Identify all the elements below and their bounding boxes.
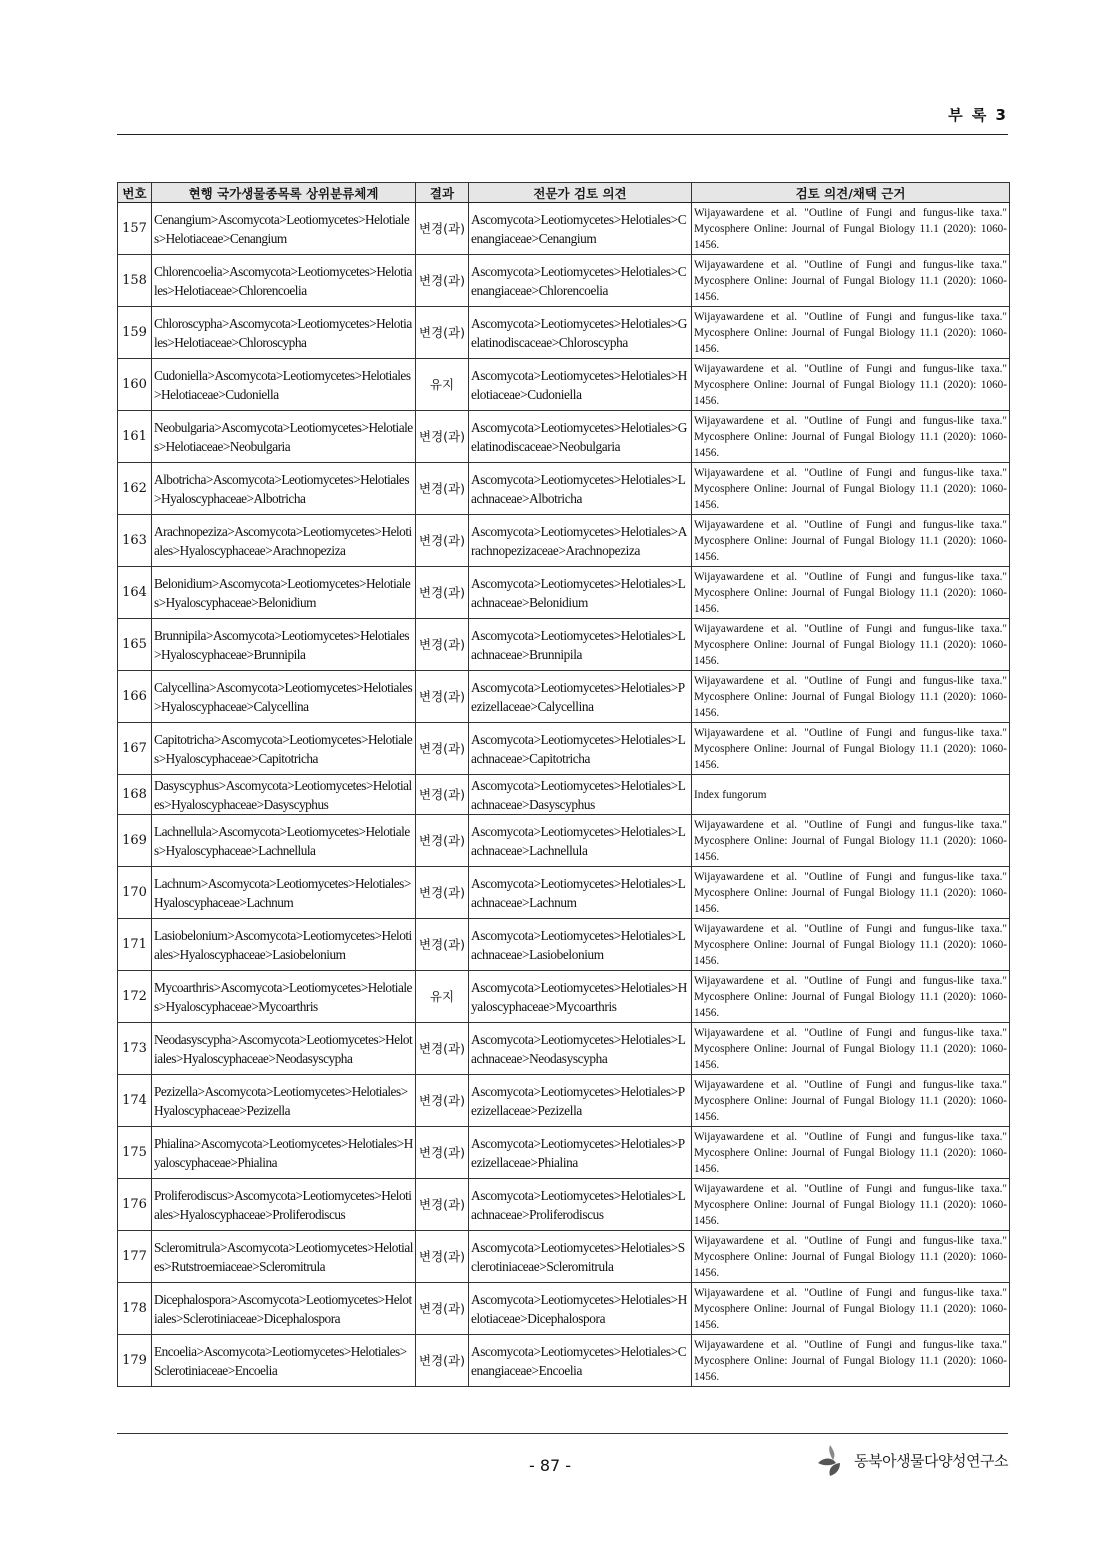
table-row: [118, 203, 1010, 255]
current-classification: Dasyscyphus>Ascomycota>Leotiomycetes>Helotiales>Hyaloscyphaceae>Dasyscyphus: [152, 775, 416, 815]
review-basis: Wijayawardene et al. "Outline of Fungi and fungus-like taxa." Mycosphere Online: Journal of Fungal Biology 11.1 (2020): 1060-1456.: [692, 1335, 1010, 1387]
col-header-expert-opinion: 전문가 검토 의견: [469, 183, 692, 203]
table-header-row: [118, 183, 1010, 203]
table-row: [118, 671, 1010, 723]
header-rule: [117, 134, 1008, 135]
review-basis: Wijayawardene et al. "Outline of Fungi and fungus-like taxa." Mycosphere Online: Journal of Fungal Biology 11.1 (2020): 1060-1456.: [692, 255, 1010, 307]
review-basis: Wijayawardene et al. "Outline of Fungi and fungus-like taxa." Mycosphere Online: Journal of Fungal Biology 11.1 (2020): 1060-1456.: [692, 359, 1010, 411]
review-result: 변경(과): [416, 775, 469, 815]
row-number: 159: [118, 307, 152, 359]
appendix-label: 부 록 3: [948, 106, 1008, 124]
review-result: 변경(과): [416, 567, 469, 619]
table-row: [118, 1283, 1010, 1335]
table-row: [118, 1023, 1010, 1075]
review-basis: Wijayawardene et al. "Outline of Fungi and fungus-like taxa." Mycosphere Online: Journal of Fungal Biology 11.1 (2020): 1060-1456.: [692, 919, 1010, 971]
review-result: 변경(과): [416, 307, 469, 359]
expert-opinion: Ascomycota>Leotiomycetes>Helotiales>Lachnaceae>Brunnipila: [469, 619, 692, 671]
expert-opinion: Ascomycota>Leotiomycetes>Helotiales>Sclerotiniaceae>Scleromitrula: [469, 1231, 692, 1283]
row-number: 161: [118, 411, 152, 463]
review-basis: Wijayawardene et al. "Outline of Fungi and fungus-like taxa." Mycosphere Online: Journal of Fungal Biology 11.1 (2020): 1060-1456.: [692, 1075, 1010, 1127]
review-basis: Wijayawardene et al. "Outline of Fungi and fungus-like taxa." Mycosphere Online: Journal of Fungal Biology 11.1 (2020): 1060-1456.: [692, 619, 1010, 671]
review-basis: Wijayawardene et al. "Outline of Fungi and fungus-like taxa." Mycosphere Online: Journal of Fungal Biology 11.1 (2020): 1060-1456.: [692, 515, 1010, 567]
current-classification: Arachnopeziza>Ascomycota>Leotiomycetes>Helotiales>Hyaloscyphaceae>Arachnopeziza: [152, 515, 416, 567]
current-classification: Neobulgaria>Ascomycota>Leotiomycetes>Helotiales>Helotiaceae>Neobulgaria: [152, 411, 416, 463]
current-classification: Lachnellula>Ascomycota>Leotiomycetes>Helotiales>Hyaloscyphaceae>Lachnellula: [152, 815, 416, 867]
row-number: 166: [118, 671, 152, 723]
expert-opinion: Ascomycota>Leotiomycetes>Helotiales>Pezizellaceae>Pezizella: [469, 1075, 692, 1127]
review-result: 변경(과): [416, 671, 469, 723]
review-result: 변경(과): [416, 867, 469, 919]
review-result: 변경(과): [416, 1179, 469, 1231]
row-number: 172: [118, 971, 152, 1023]
expert-opinion: Ascomycota>Leotiomycetes>Helotiales>Lachnaceae>Albotricha: [469, 463, 692, 515]
table-row: [118, 1231, 1010, 1283]
table-row: [118, 815, 1010, 867]
row-number: 175: [118, 1127, 152, 1179]
review-basis: Wijayawardene et al. "Outline of Fungi and fungus-like taxa." Mycosphere Online: Journal of Fungal Biology 11.1 (2020): 1060-1456.: [692, 1127, 1010, 1179]
row-number: 170: [118, 867, 152, 919]
expert-opinion: Ascomycota>Leotiomycetes>Helotiales>Lachnaceae>Lachnum: [469, 867, 692, 919]
current-classification: Lasiobelonium>Ascomycota>Leotiomycetes>Helotiales>Hyaloscyphaceae>Lasiobelonium: [152, 919, 416, 971]
current-classification: Albotricha>Ascomycota>Leotiomycetes>Helotiales>Hyaloscyphaceae>Albotricha: [152, 463, 416, 515]
org-logo: [816, 1443, 1008, 1477]
table-row: [118, 515, 1010, 567]
table-row: [118, 775, 1010, 815]
current-classification: Calycellina>Ascomycota>Leotiomycetes>Helotiales>Hyaloscyphaceae>Calycellina: [152, 671, 416, 723]
expert-opinion: Ascomycota>Leotiomycetes>Helotiales>Lachnaceae>Proliferodiscus: [469, 1179, 692, 1231]
review-result: 변경(과): [416, 1335, 469, 1387]
row-number: 176: [118, 1179, 152, 1231]
expert-opinion: Ascomycota>Leotiomycetes>Helotiales>Lachnaceae>Belonidium: [469, 567, 692, 619]
org-leaf-icon: [816, 1443, 850, 1477]
current-classification: Pezizella>Ascomycota>Leotiomycetes>Helotiales>Hyaloscyphaceae>Pezizella: [152, 1075, 416, 1127]
review-basis: Wijayawardene et al. "Outline of Fungi and fungus-like taxa." Mycosphere Online: Journal of Fungal Biology 11.1 (2020): 1060-1456.: [692, 411, 1010, 463]
review-basis: Wijayawardene et al. "Outline of Fungi and fungus-like taxa." Mycosphere Online: Journal of Fungal Biology 11.1 (2020): 1060-1456.: [692, 1283, 1010, 1335]
table-row: [118, 919, 1010, 971]
review-result: 변경(과): [416, 1283, 469, 1335]
org-name: 동북아생물다양성연구소: [854, 1451, 1008, 1470]
expert-opinion: Ascomycota>Leotiomycetes>Helotiales>Hyaloscyphaceae>Mycoarthris: [469, 971, 692, 1023]
current-classification: Dicephalospora>Ascomycota>Leotiomycetes>Helotiales>Sclerotiniaceae>Dicephalospora: [152, 1283, 416, 1335]
review-result: 변경(과): [416, 1023, 469, 1075]
review-result: 변경(과): [416, 411, 469, 463]
table-row: [118, 359, 1010, 411]
row-number: 160: [118, 359, 152, 411]
expert-opinion: Ascomycota>Leotiomycetes>Helotiales>Pezizellaceae>Calycellina: [469, 671, 692, 723]
table-row: [118, 1335, 1010, 1387]
review-basis: Wijayawardene et al. "Outline of Fungi and fungus-like taxa." Mycosphere Online: Journal of Fungal Biology 11.1 (2020): 1060-1456.: [692, 815, 1010, 867]
expert-opinion: Ascomycota>Leotiomycetes>Helotiales>Lachnaceae>Neodasyscypha: [469, 1023, 692, 1075]
row-number: 173: [118, 1023, 152, 1075]
row-number: 174: [118, 1075, 152, 1127]
table-row: [118, 619, 1010, 671]
review-basis: Wijayawardene et al. "Outline of Fungi and fungus-like taxa." Mycosphere Online: Journal of Fungal Biology 11.1 (2020): 1060-1456.: [692, 723, 1010, 775]
review-basis: Wijayawardene et al. "Outline of Fungi and fungus-like taxa." Mycosphere Online: Journal of Fungal Biology 11.1 (2020): 1060-1456.: [692, 671, 1010, 723]
table-row: [118, 1179, 1010, 1231]
row-number: 169: [118, 815, 152, 867]
review-basis: Wijayawardene et al. "Outline of Fungi and fungus-like taxa." Mycosphere Online: Journal of Fungal Biology 11.1 (2020): 1060-1456.: [692, 971, 1010, 1023]
row-number: 168: [118, 775, 152, 815]
expert-opinion: Ascomycota>Leotiomycetes>Helotiales>Lachnaceae>Lasiobelonium: [469, 919, 692, 971]
expert-opinion: Ascomycota>Leotiomycetes>Helotiales>Lachnaceae>Capitotricha: [469, 723, 692, 775]
current-classification: Lachnum>Ascomycota>Leotiomycetes>Helotiales>Hyaloscyphaceae>Lachnum: [152, 867, 416, 919]
review-result: 유지: [416, 359, 469, 411]
review-result: 변경(과): [416, 515, 469, 567]
page-number: - 87 -: [528, 1456, 572, 1475]
table-row: [118, 567, 1010, 619]
col-header-result: 결과: [416, 183, 469, 203]
expert-opinion: Ascomycota>Leotiomycetes>Helotiales>Cenangiaceae>Cenangium: [469, 203, 692, 255]
current-classification: Cenangium>Ascomycota>Leotiomycetes>Helotiales>Helotiaceae>Cenangium: [152, 203, 416, 255]
current-classification: Belonidium>Ascomycota>Leotiomycetes>Helotiales>Hyaloscyphaceae>Belonidium: [152, 567, 416, 619]
col-header-basis: 검토 의견/채택 근거: [692, 183, 1010, 203]
review-result: 변경(과): [416, 1127, 469, 1179]
review-result: 변경(과): [416, 1231, 469, 1283]
expert-opinion: Ascomycota>Leotiomycetes>Helotiales>Lachnaceae>Lachnellula: [469, 815, 692, 867]
review-basis: Wijayawardene et al. "Outline of Fungi and fungus-like taxa." Mycosphere Online: Journal of Fungal Biology 11.1 (2020): 1060-1456.: [692, 567, 1010, 619]
review-result: 변경(과): [416, 203, 469, 255]
current-classification: Encoelia>Ascomycota>Leotiomycetes>Helotiales>Sclerotiniaceae>Encoelia: [152, 1335, 416, 1387]
current-classification: Neodasyscypha>Ascomycota>Leotiomycetes>Helotiales>Hyaloscyphaceae>Neodasyscypha: [152, 1023, 416, 1075]
review-result: 변경(과): [416, 723, 469, 775]
review-result: 변경(과): [416, 255, 469, 307]
table-row: [118, 307, 1010, 359]
table-row: [118, 723, 1010, 775]
row-number: 178: [118, 1283, 152, 1335]
expert-opinion: Ascomycota>Leotiomycetes>Helotiales>Cenangiaceae>Encoelia: [469, 1335, 692, 1387]
expert-opinion: Ascomycota>Leotiomycetes>Helotiales>Gelatinodiscaceae>Chloroscypha: [469, 307, 692, 359]
footer-rule: [117, 1433, 1008, 1434]
review-basis: Wijayawardene et al. "Outline of Fungi and fungus-like taxa." Mycosphere Online: Journal of Fungal Biology 11.1 (2020): 1060-1456.: [692, 203, 1010, 255]
row-number: 163: [118, 515, 152, 567]
row-number: 165: [118, 619, 152, 671]
current-classification: Cudoniella>Ascomycota>Leotiomycetes>Helotiales>Helotiaceae>Cudoniella: [152, 359, 416, 411]
current-classification: Chloroscypha>Ascomycota>Leotiomycetes>Helotiales>Helotiaceae>Chloroscypha: [152, 307, 416, 359]
current-classification: Scleromitrula>Ascomycota>Leotiomycetes>Helotiales>Rutstroemiaceae>Scleromitrula: [152, 1231, 416, 1283]
table-row: [118, 971, 1010, 1023]
expert-opinion: Ascomycota>Leotiomycetes>Helotiales>Lachnaceae>Dasyscyphus: [469, 775, 692, 815]
current-classification: Proliferodiscus>Ascomycota>Leotiomycetes>Helotiales>Hyaloscyphaceae>Proliferodiscus: [152, 1179, 416, 1231]
table-body: [118, 203, 1010, 1387]
review-basis: Wijayawardene et al. "Outline of Fungi and fungus-like taxa." Mycosphere Online: Journal of Fungal Biology 11.1 (2020): 1060-1456.: [692, 867, 1010, 919]
expert-opinion: Ascomycota>Leotiomycetes>Helotiales>Helotiaceae>Cudoniella: [469, 359, 692, 411]
review-basis: Wijayawardene et al. "Outline of Fungi and fungus-like taxa." Mycosphere Online: Journal of Fungal Biology 11.1 (2020): 1060-1456.: [692, 1023, 1010, 1075]
review-result: 변경(과): [416, 1075, 469, 1127]
table-row: [118, 255, 1010, 307]
review-basis: Index fungorum: [692, 775, 1010, 815]
review-result: 변경(과): [416, 463, 469, 515]
row-number: 167: [118, 723, 152, 775]
table-row: [118, 463, 1010, 515]
col-header-number: 번호: [118, 183, 152, 203]
review-basis: Wijayawardene et al. "Outline of Fungi and fungus-like taxa." Mycosphere Online: Journal of Fungal Biology 11.1 (2020): 1060-1456.: [692, 463, 1010, 515]
review-basis: Wijayawardene et al. "Outline of Fungi and fungus-like taxa." Mycosphere Online: Journal of Fungal Biology 11.1 (2020): 1060-1456.: [692, 1231, 1010, 1283]
expert-opinion: Ascomycota>Leotiomycetes>Helotiales>Gelatinodiscaceae>Neobulgaria: [469, 411, 692, 463]
expert-opinion: Ascomycota>Leotiomycetes>Helotiales>Arachnopezizaceae>Arachnopeziza: [469, 515, 692, 567]
review-basis: Wijayawardene et al. "Outline of Fungi and fungus-like taxa." Mycosphere Online: Journal of Fungal Biology 11.1 (2020): 1060-1456.: [692, 1179, 1010, 1231]
review-result: 변경(과): [416, 619, 469, 671]
row-number: 164: [118, 567, 152, 619]
table-row: [118, 1127, 1010, 1179]
review-result: 유지: [416, 971, 469, 1023]
current-classification: Mycoarthris>Ascomycota>Leotiomycetes>Helotiales>Hyaloscyphaceae>Mycoarthris: [152, 971, 416, 1023]
row-number: 171: [118, 919, 152, 971]
current-classification: Chlorencoelia>Ascomycota>Leotiomycetes>Helotiales>Helotiaceae>Chlorencoelia: [152, 255, 416, 307]
row-number: 162: [118, 463, 152, 515]
current-classification: Brunnipila>Ascomycota>Leotiomycetes>Helotiales>Hyaloscyphaceae>Brunnipila: [152, 619, 416, 671]
row-number: 157: [118, 203, 152, 255]
table-row: [118, 867, 1010, 919]
row-number: 177: [118, 1231, 152, 1283]
table-row: [118, 1075, 1010, 1127]
col-header-current-classification: 현행 국가생물종목록 상위분류체계: [152, 183, 416, 203]
expert-opinion: Ascomycota>Leotiomycetes>Helotiales>Helotiaceae>Dicephalospora: [469, 1283, 692, 1335]
table-row: [118, 411, 1010, 463]
current-classification: Capitotricha>Ascomycota>Leotiomycetes>Helotiales>Hyaloscyphaceae>Capitotricha: [152, 723, 416, 775]
row-number: 179: [118, 1335, 152, 1387]
expert-opinion: Ascomycota>Leotiomycetes>Helotiales>Pezizellaceae>Phialina: [469, 1127, 692, 1179]
current-classification: Phialina>Ascomycota>Leotiomycetes>Helotiales>Hyaloscyphaceae>Phialina: [152, 1127, 416, 1179]
row-number: 158: [118, 255, 152, 307]
review-basis: Wijayawardene et al. "Outline of Fungi and fungus-like taxa." Mycosphere Online: Journal of Fungal Biology 11.1 (2020): 1060-1456.: [692, 307, 1010, 359]
review-result: 변경(과): [416, 919, 469, 971]
expert-opinion: Ascomycota>Leotiomycetes>Helotiales>Cenangiaceae>Chlorencoelia: [469, 255, 692, 307]
review-result: 변경(과): [416, 815, 469, 867]
taxonomy-review-table: [117, 182, 1010, 1387]
